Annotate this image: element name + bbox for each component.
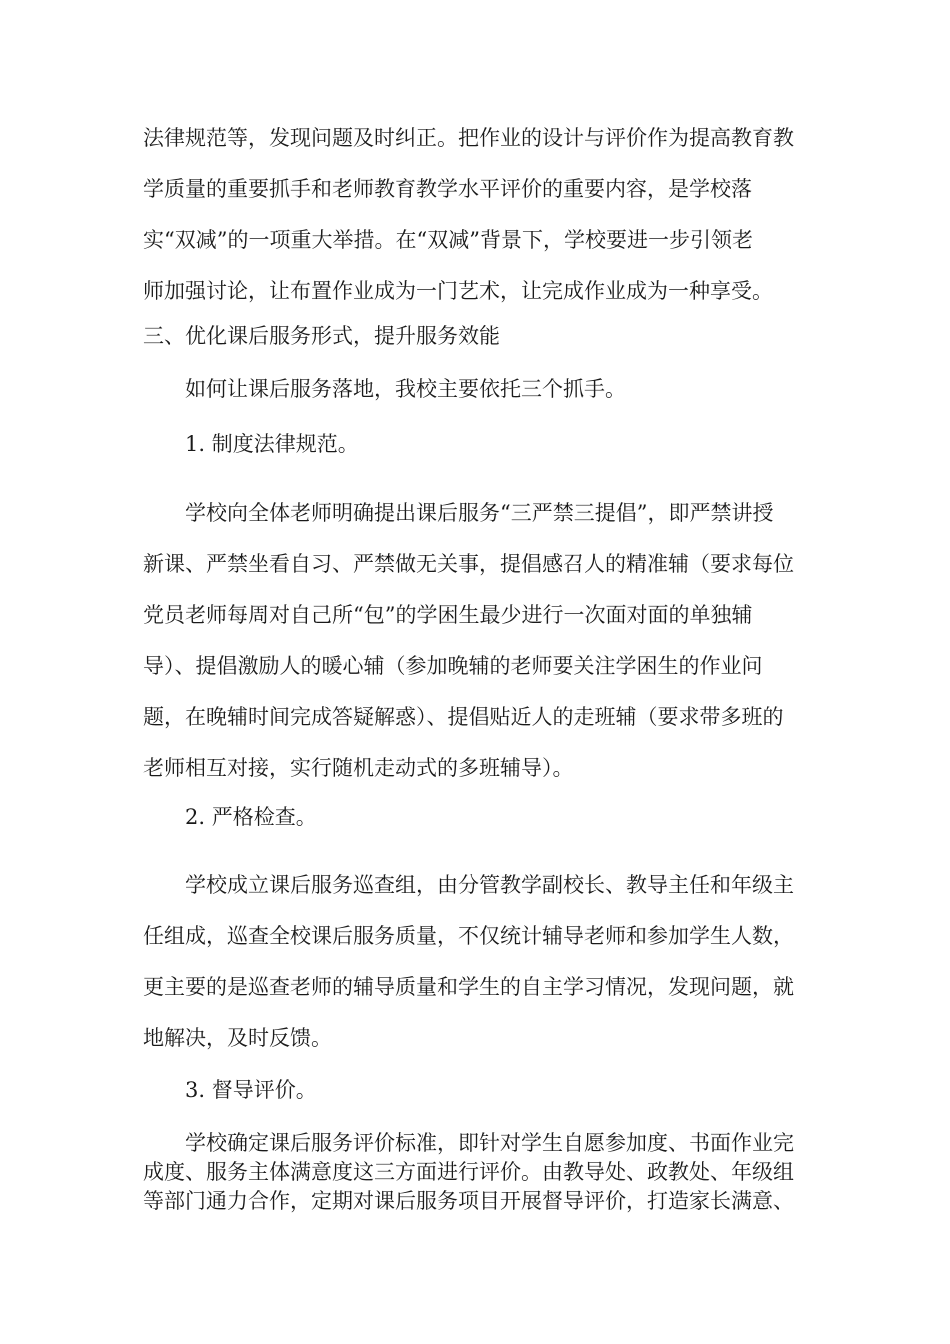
- paragraph-line: 导）、提倡激励人的暖心辅（参加晚辅的老师要关注学困生的作业问: [143, 654, 763, 678]
- paragraph-line: 学校确定课后服务评价标准，即针对学生自愿参加度、书面作业完: [185, 1131, 794, 1155]
- intro-paragraph: 如何让课后服务落地，我校主要依托三个抓手。: [185, 377, 626, 401]
- item-2-paragraph: [143, 860, 823, 1064]
- paragraph-line: 法律规范等，发现问题及时纠正。把作业的设计与评价作为提高教育教: [143, 126, 794, 150]
- paragraph-line: 学校向全体老师明确提出课后服务“三严禁三提倡”，即严禁讲授: [185, 501, 774, 525]
- paragraph-line: 题，在晚辅时间完成答疑解惑）、提倡贴近人的走班辅（要求带多班的: [143, 705, 784, 729]
- paragraph-line: 实“双减”的一项重大举措。在“双减”背景下，学校要进一步引领老: [143, 228, 753, 252]
- paragraph-line: 师加强讨论，让布置作业成为一门艺术，让完成作业成为一种享受。: [143, 279, 773, 303]
- item-1-heading: 1. 制度法律规范。: [185, 432, 359, 456]
- item-3-paragraph: [143, 1129, 823, 1216]
- paragraph-line: 党员老师每周对自己所“包”的学困生最少进行一次面对面的单独辅: [143, 603, 753, 627]
- section-heading: 三、优化课后服务形式，提升服务效能: [143, 324, 500, 348]
- paragraph-line: 学校成立课后服务巡查组，由分管教学副校长、教导主任和年级主: [185, 873, 794, 897]
- paragraph-line: 成度、服务主体满意度这三方面进行评价。由教导处、政教处、年级组: [143, 1160, 794, 1184]
- item-1-paragraph: [143, 488, 823, 794]
- paragraph-line: 新课、严禁坐看自习、严禁做无关事，提倡感召人的精准辅（要求每位: [143, 552, 794, 576]
- item-2-heading: 2. 严格检查。: [185, 805, 317, 829]
- paragraph-1: [143, 113, 823, 317]
- item-3-heading: 3. 督导评价。: [185, 1078, 317, 1102]
- paragraph-line: 老师相互对接，实行随机走动式的多班辅导）。: [143, 756, 574, 780]
- paragraph-line: 更主要的是巡查老师的辅导质量和学生的自主学习情况，发现问题，就: [143, 975, 794, 999]
- paragraph-line: 学质量的重要抓手和老师教育教学水平评价的重要内容，是学校落: [143, 177, 752, 201]
- paragraph-line: 任组成，巡查全校课后服务质量，不仅统计辅导老师和参加学生人数，: [143, 924, 794, 948]
- paragraph-line: 等部门通力合作，定期对课后服务项目开展督导评价，打造家长满意、: [143, 1189, 794, 1213]
- paragraph-line: 地解决，及时反馈。: [143, 1026, 332, 1050]
